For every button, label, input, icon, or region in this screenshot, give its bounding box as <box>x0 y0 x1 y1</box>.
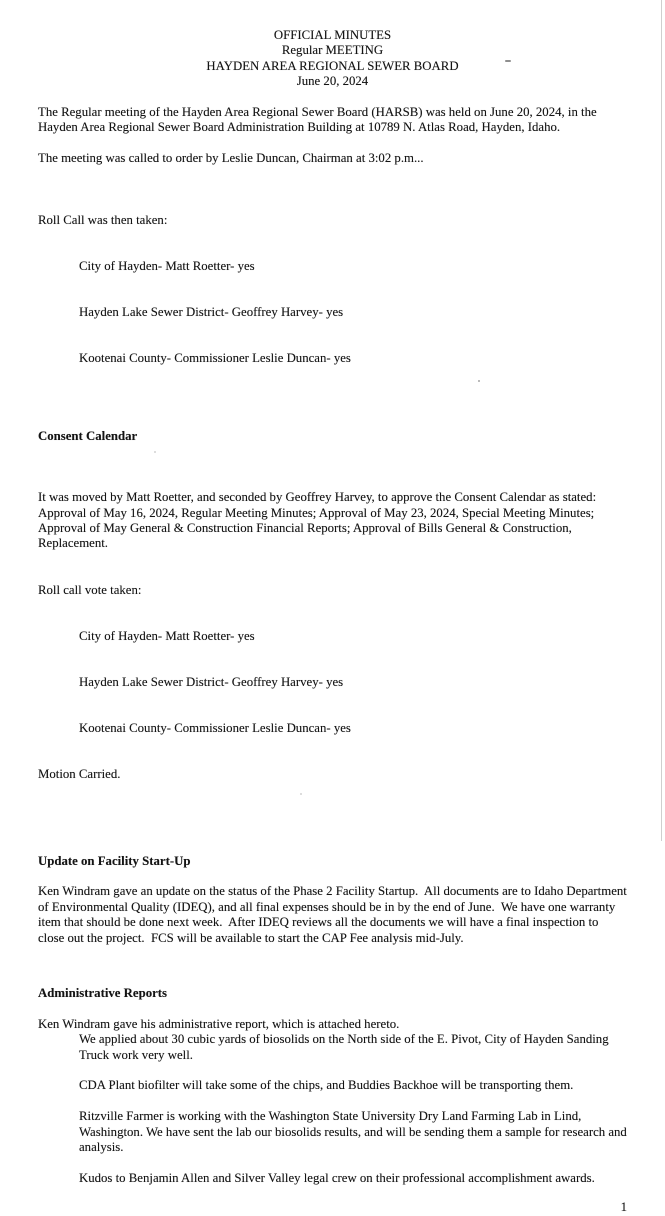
title-line-board-name: HAYDEN AREA REGIONAL SEWER BOARD <box>206 58 459 73</box>
scan-speck <box>505 60 511 62</box>
roll-call-item: City of Hayden- Matt Roetter- yes <box>79 628 255 643</box>
motion-result: Motion Carried. <box>38 767 121 782</box>
title-line-meeting-type: Regular MEETING <box>281 43 384 58</box>
roll-call-vote-intro: Roll call vote taken: <box>38 582 142 597</box>
scan-speck <box>300 793 302 795</box>
paragraph-consent-motion: It was moved by Matt Roetter, and seconded by Geoffrey Harvey, to approve the Consent Calendar as stated: Approval of May 16, 2024, Regular Meeting Minutes; Approval of May 23, 2024, Special Meeting Minutes; Approval of May General & Construction Financial Reports; Approval of Bills General & Construction, Replacement. <box>38 490 599 551</box>
section-heading-facility-startup: Update on Facility Start-Up <box>38 853 191 868</box>
consent-calendar-block <box>38 459 627 813</box>
paragraph-facility-startup: Ken Windram gave an update on the status of the Phase 2 Facility Startup. All documents are to Idaho Department of Environmental Quality (IDEQ), and all final expenses should be in by the end of June. We have one warranty item that should be done next week. After IDEQ reviews all the documents we will have a final inspection to close out the project. FCS will be available to start the CAP Fee analysis mid-July. <box>38 884 631 945</box>
page-number: 1 <box>620 1200 627 1215</box>
title-line-meeting-date: June 20, 2024 <box>296 74 369 89</box>
paragraph-call-to-order: The meeting was called to order by Leslie Duncan, Chairman at 3:02 p.m... <box>38 151 424 166</box>
admin-report-item: We applied about 30 cubic yards of biosolids on the North side of the E. Pivot, City of Hayden Sanding Truck work very well. <box>79 1032 612 1062</box>
admin-report-item: Ritzville Farmer is working with the Washington State University Dry Land Farming Lab in Lind, Washington. We have sent the lab our biosolids results, and will be sending them a sample for research and analysis. <box>79 1109 631 1155</box>
roll-call-block <box>38 182 627 398</box>
admin-report-item: CDA Plant biofilter will take some of the chips, and Buddies Backhoe will be transporting them. <box>79 1078 574 1093</box>
roll-call-item: Kootenai County- Commissioner Leslie Duncan- yes <box>79 351 351 366</box>
scan-edge-line <box>661 0 662 841</box>
paragraph-admin-report-intro: Ken Windram gave his administrative report, which is attached hereto. <box>38 1016 400 1031</box>
section-heading-consent-calendar: Consent Calendar <box>38 428 138 443</box>
roll-call-intro: Roll Call was then taken: <box>38 212 168 227</box>
paragraph-meeting-location: The Regular meeting of the Hayden Area Regional Sewer Board (HARSB) was held on June 20, 2024, in the Hayden Area Regional Sewer Board Administration Building at 10789 N. Atlas Road, Hayden, Idaho. <box>38 105 600 135</box>
section-heading-administrative-reports: Administrative Reports <box>38 986 168 1001</box>
roll-call-item: Kootenai County- Commissioner Leslie Duncan- yes <box>79 721 351 736</box>
roll-call-item: Hayden Lake Sewer District- Geoffrey Harvey- yes <box>79 305 344 320</box>
roll-call-item: City of Hayden- Matt Roetter- yes <box>79 259 255 274</box>
scan-speck <box>478 380 480 382</box>
scan-speck <box>154 451 156 453</box>
document-title-block <box>38 28 627 90</box>
title-line-official-minutes: OFFICIAL MINUTES <box>273 28 392 42</box>
admin-report-item: Kudos to Benjamin Allen and Silver Valley legal crew on their professional accomplishment awards. <box>79 1170 595 1185</box>
roll-call-item: Hayden Lake Sewer District- Geoffrey Harvey- yes <box>79 674 344 689</box>
